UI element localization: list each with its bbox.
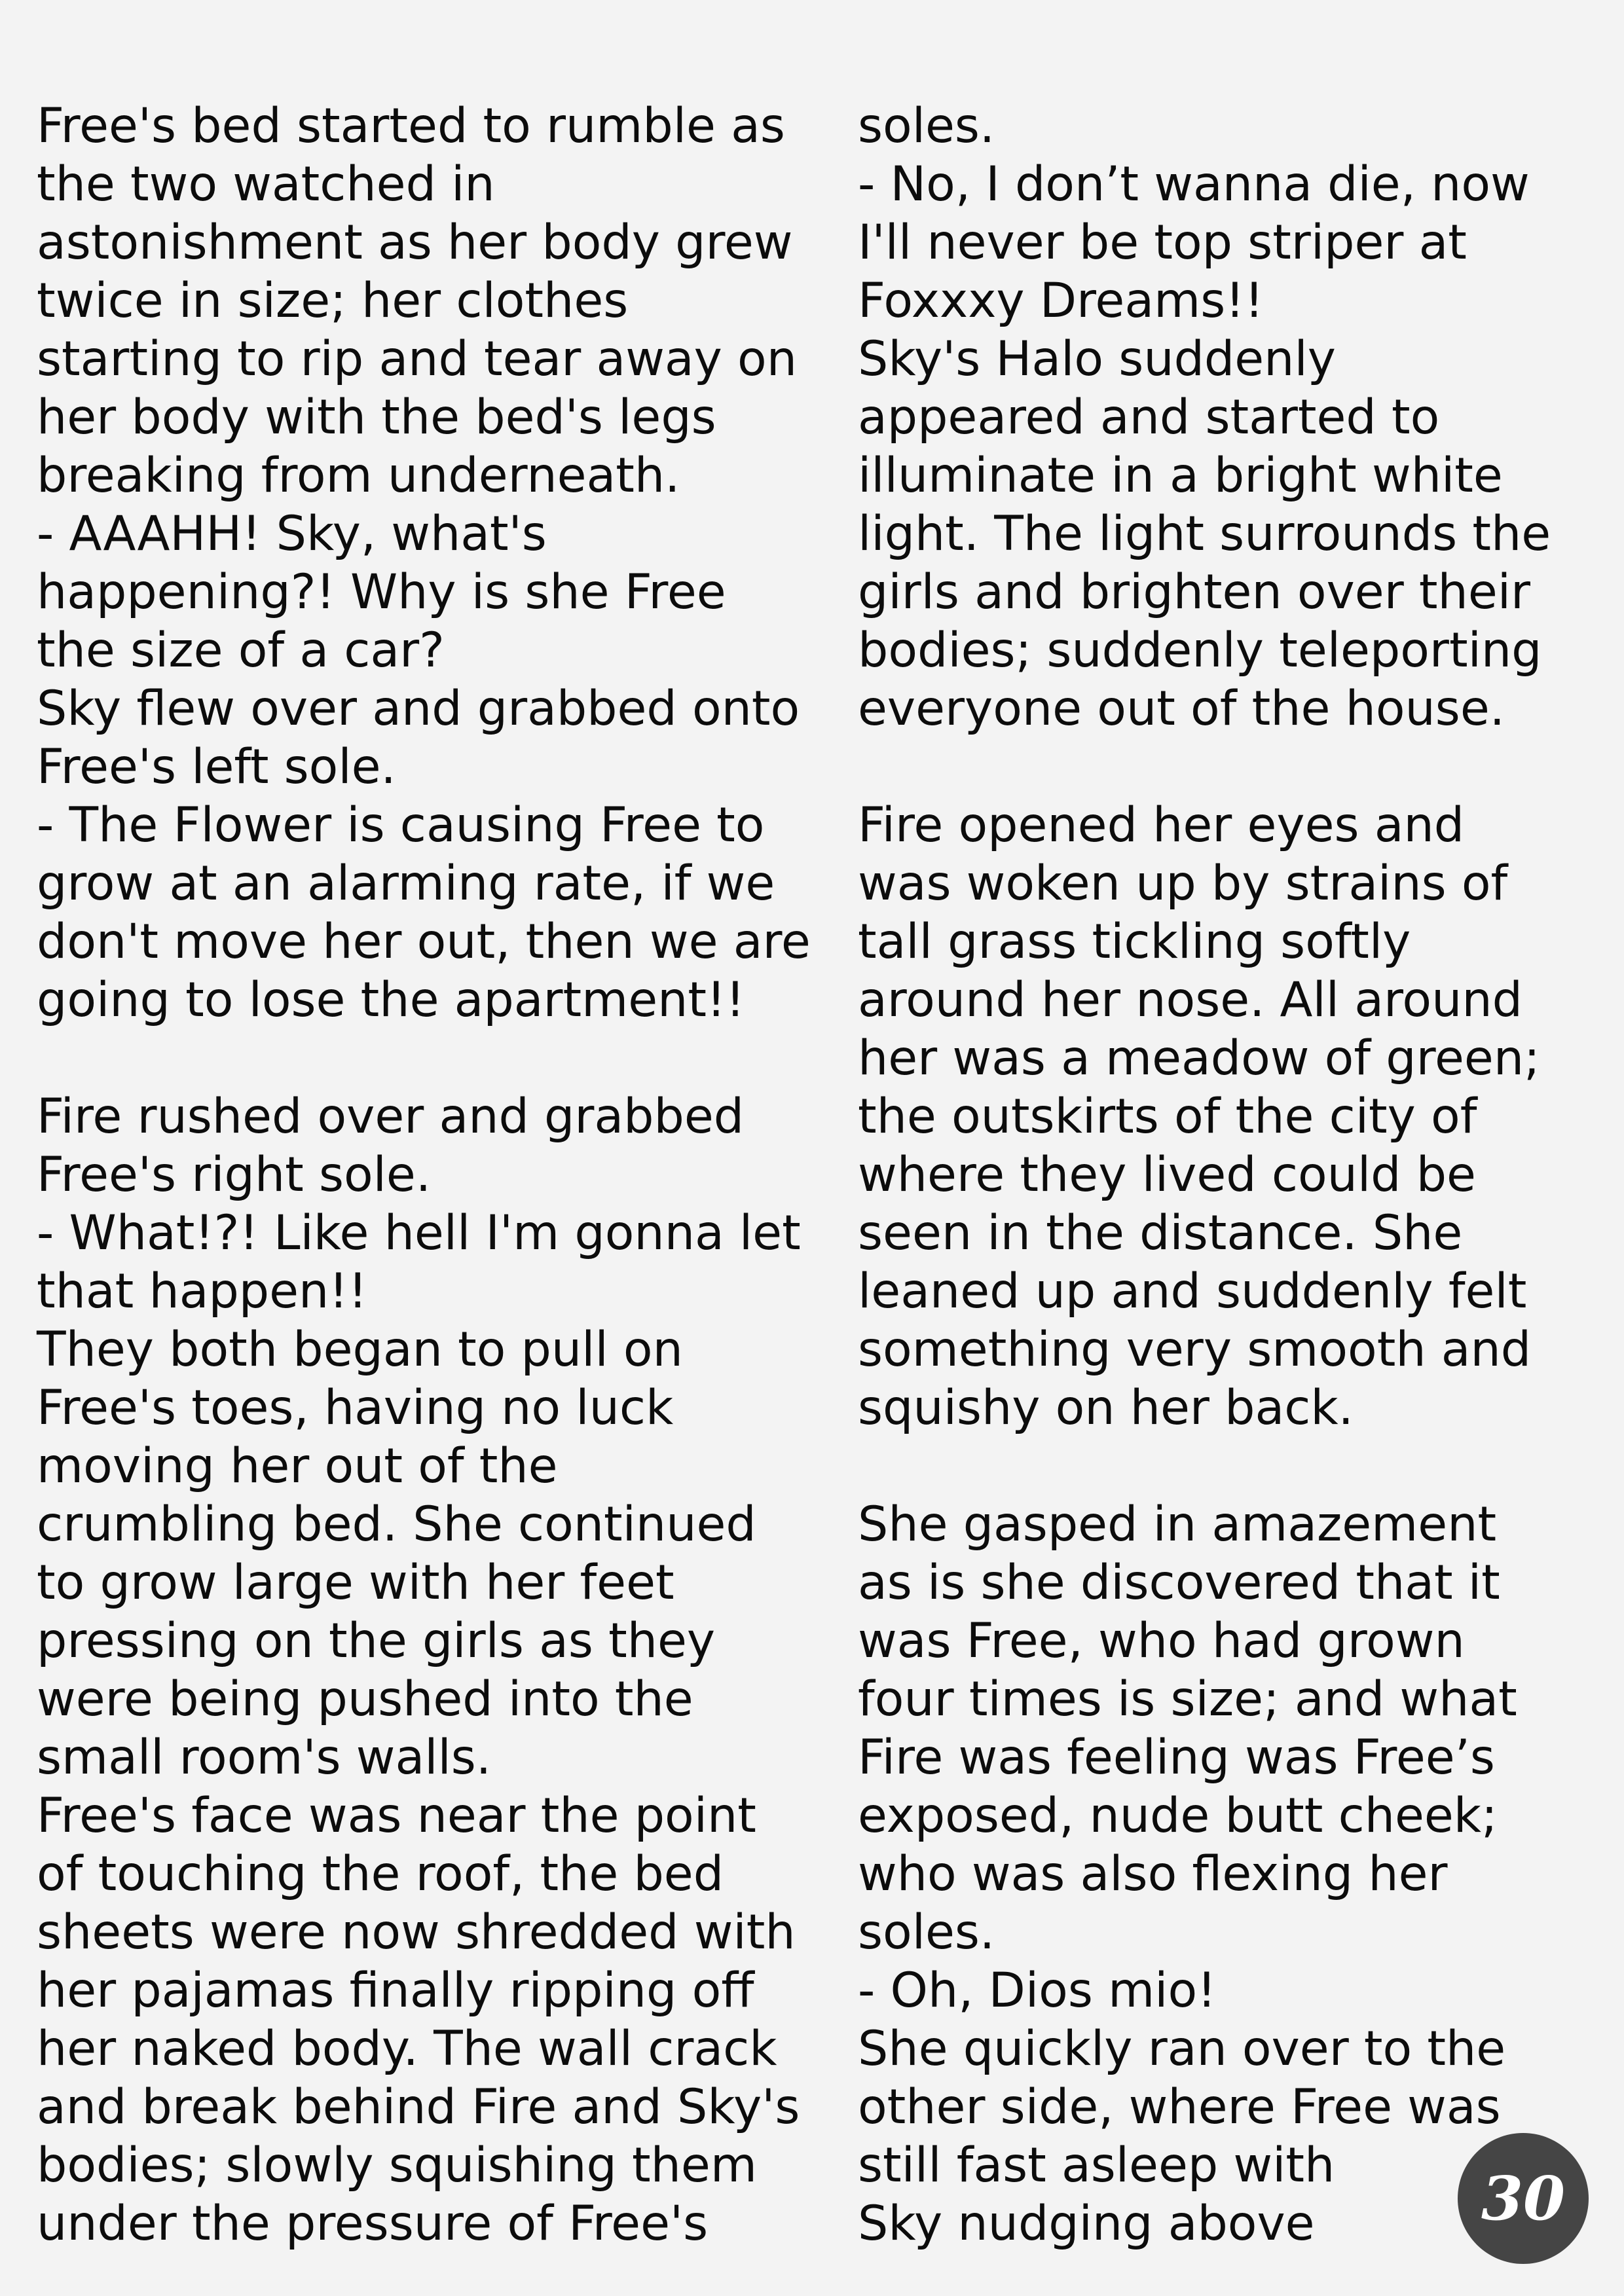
text-line: She gasped in amazement xyxy=(858,1497,1497,1552)
text-line: who was also flexing her xyxy=(858,1846,1448,1902)
text-line: were being pushed into the xyxy=(37,1671,693,1727)
text-line: pressing on the girls as they xyxy=(37,1613,716,1669)
text-line: of touching the roof, the bed xyxy=(37,1846,724,1902)
text-line: astonishment as her body grew xyxy=(37,215,793,270)
text-line: Sky's Halo suddenly xyxy=(858,331,1336,387)
text-line: the outskirts of the city of xyxy=(858,1089,1477,1144)
text-line: small room's walls. xyxy=(37,1730,492,1785)
text-line: - What!?! Like hell I'm gonna let xyxy=(37,1205,801,1261)
right-text-column xyxy=(858,97,1611,2253)
text-line: bodies; suddenly teleporting xyxy=(858,623,1542,678)
text-line: I'll never be top striper at xyxy=(858,215,1467,270)
text-line: soles. xyxy=(858,98,995,154)
text-line: light. The light surrounds the xyxy=(858,506,1551,562)
text-line: and break behind Fire and Sky's xyxy=(37,2079,800,2135)
text-line: moving her out of the xyxy=(37,1438,558,1494)
text-line: grow at an alarming rate, if we xyxy=(37,856,775,911)
text-line: exposed, nude butt cheek; xyxy=(858,1788,1498,1844)
text-line: was Free, who had grown xyxy=(858,1613,1465,1669)
text-line: twice in size; her clothes xyxy=(37,273,629,329)
text-line: other side, where Free was xyxy=(858,2079,1501,2135)
text-line: Foxxxy Dreams!! xyxy=(858,273,1264,329)
text-line: four times is size; and what xyxy=(858,1671,1517,1727)
text-line: as is she discovered that it xyxy=(858,1555,1500,1611)
text-line: under the pressure of Free's xyxy=(37,2196,709,2251)
text-line: She quickly ran over to the xyxy=(858,2021,1506,2077)
page-number: 30 xyxy=(1481,2163,1566,2234)
text-line: - Oh, Dios mio! xyxy=(858,1963,1217,2018)
text-line: sheets were now shredded with xyxy=(37,1904,796,1960)
text-line: the two watched in xyxy=(37,156,495,212)
text-line: Sky flew over and grabbed onto xyxy=(37,681,800,737)
text-line: They both began to pull on xyxy=(37,1322,683,1377)
text-line: Sky nudging above xyxy=(858,2196,1315,2251)
text-line: the size of a car? xyxy=(37,623,445,678)
text-line: Free's bed started to rumble as xyxy=(37,98,785,154)
text-line: seen in the distance. She xyxy=(858,1205,1463,1261)
text-line xyxy=(858,1437,1611,1495)
text-line: - No, I don’t wanna die, now xyxy=(858,156,1530,212)
text-line: soles. xyxy=(858,1904,995,1960)
text-line: Free's toes, having no luck xyxy=(37,1380,674,1436)
text-line: that happen!! xyxy=(37,1264,367,1319)
text-line: her was a meadow of green; xyxy=(858,1030,1540,1086)
text-line: leaned up and suddenly felt xyxy=(858,1264,1527,1319)
text-line: girls and brighten over their xyxy=(858,564,1531,620)
text-line: Fire rushed over and grabbed xyxy=(37,1089,745,1144)
text-line: where they lived could be xyxy=(858,1147,1476,1203)
text-line xyxy=(37,1029,855,1087)
text-line: bodies; slowly squishing them xyxy=(37,2138,757,2193)
text-line: illuminate in a bright white xyxy=(858,448,1503,503)
text-line: to grow large with her feet xyxy=(37,1555,674,1611)
text-line: starting to rip and tear away on xyxy=(37,331,797,387)
text-line: everyone out of the house. xyxy=(858,681,1505,737)
text-line: her naked body. The wall crack xyxy=(37,2021,777,2077)
text-line: Fire was feeling was Free’s xyxy=(858,1730,1495,1785)
text-line: - The Flower is causing Free to xyxy=(37,797,765,853)
text-line: around her nose. All around xyxy=(858,972,1522,1028)
text-line: Free's face was near the point xyxy=(37,1788,756,1844)
text-line: - AAAHH! Sky, what's xyxy=(37,506,547,562)
text-line xyxy=(858,738,1611,796)
text-line: breaking from underneath. xyxy=(37,448,680,503)
text-line: still fast asleep with xyxy=(858,2138,1335,2193)
left-text-column xyxy=(37,97,855,2253)
text-line: Fire opened her eyes and xyxy=(858,797,1465,853)
text-line: happening?! Why is she Free xyxy=(37,564,726,620)
text-line: going to lose the apartment!! xyxy=(37,972,745,1028)
text-line: appeared and started to xyxy=(858,390,1440,445)
text-line: don't move her out, then we are xyxy=(37,914,811,970)
text-line: her pajamas finally ripping off xyxy=(37,1963,754,2018)
text-line: was woken up by strains of xyxy=(858,856,1508,911)
text-line: Free's left sole. xyxy=(37,739,396,795)
text-line: squishy on her back. xyxy=(858,1380,1354,1436)
page-number-badge xyxy=(1458,2133,1589,2264)
text-line: crumbling bed. She continued xyxy=(37,1497,756,1552)
text-line: something very smooth and xyxy=(858,1322,1532,1377)
text-line: Free's right sole. xyxy=(37,1147,432,1203)
text-line: tall grass tickling softly xyxy=(858,914,1411,970)
text-line: her body with the bed's legs xyxy=(37,390,716,445)
